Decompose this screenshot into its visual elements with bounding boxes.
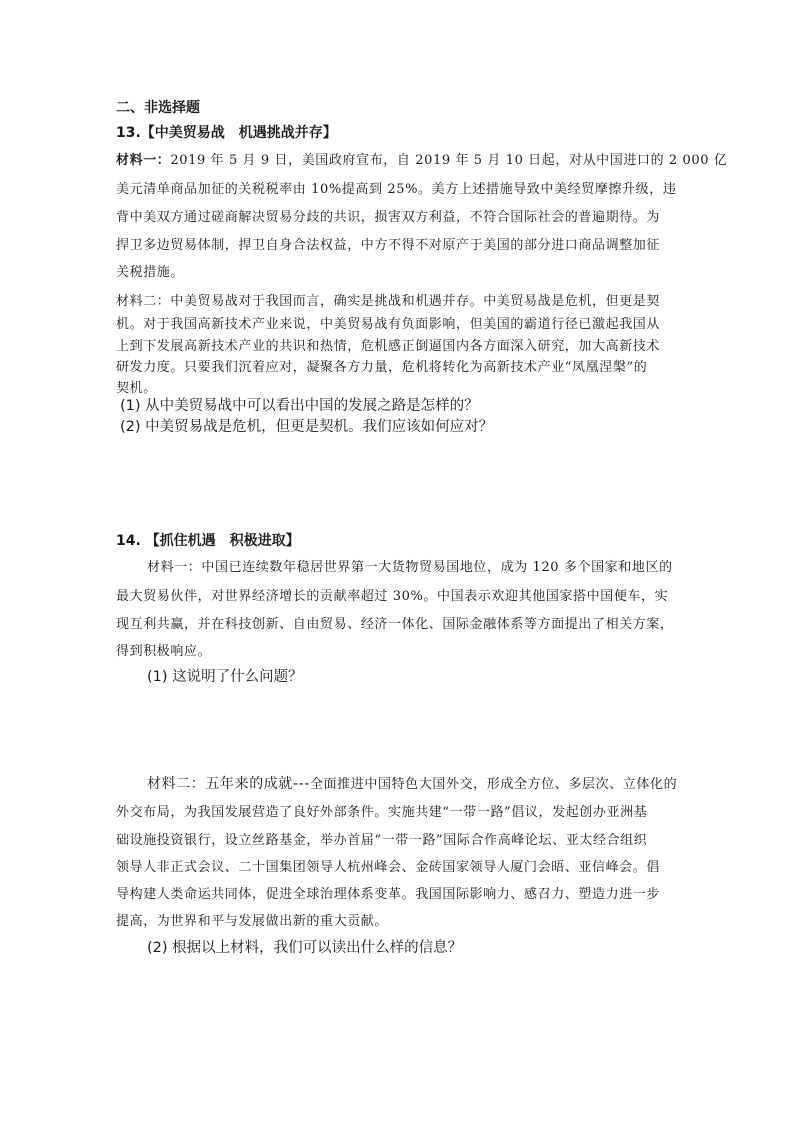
q14-material1-line-3: 现互利共赢，并在科技创新、自由贸易、经济一体化、国际金融体系等方面提出了相关方案， bbox=[116, 617, 674, 632]
q14-material1-line-1: 材料一：中国已连续数年稳居世界第一大货物贸易国地位，成为 120 多个国家和地区的 bbox=[147, 560, 673, 575]
q13-material1-text: 2019 年 5 月 9 日，美国政府宣布，自 2019 年 5 月 10 日起，对从中国进口的 2 000 亿 bbox=[170, 153, 728, 168]
q14-material1-line-2: 最大贸易伙伴，对世界经济增长的贡献率超过 30%。中国表示欢迎其他国家搭中国便车，实 bbox=[116, 589, 669, 604]
q13-material1-line-2: 美元清单商品加征的关税税率由 10%提高到 25%。美方上述措施导致中美经贸摩擦升级，违 bbox=[116, 182, 677, 197]
q14-question-2: (2) 根据以上材料，我们可以读出什么样的信息？ bbox=[147, 940, 463, 956]
q14-material2-line-3: 础设施投资银行，设立丝路基金，举办首届“一带一路”国际合作高峰论坛、亚太经合组织 bbox=[116, 833, 648, 848]
q13-question-1: (1) 从中美贸易战中可以看出中国的发展之路是怎样的？ bbox=[120, 398, 479, 414]
q13-heading: 13.【中美贸易战 机遇挑战并存】 bbox=[116, 125, 337, 141]
q13-material2-line-2: 机。对于我国高新技术产业来说，中美贸易战有负面影响，但美国的霸道行径已激起我国从 bbox=[116, 317, 661, 332]
q14-material2-line-4: 领导人非正式会议、二十国集团领导人杭州峰会、金砖国家领导人厦门会晤、亚信峰会。倡 bbox=[116, 860, 661, 875]
q13-material2-line-4: 研发力度。只要我们沉着应对，凝聚各方力量，危机将转化为高新技术产业“凤凰涅槃”的 bbox=[116, 360, 648, 375]
q13-material2-line-1: 材料二：中美贸易战对于我国而言，确实是挑战和机遇并存。中美贸易战是危机，但更是契 bbox=[116, 294, 661, 309]
q14-material1-line-4: 得到积极响应。 bbox=[116, 644, 212, 659]
q13-question-2: (2) 中美贸易战是危机，但更是契机。我们应该如何应对？ bbox=[120, 419, 494, 435]
q13-material1-line-3: 背中美双方通过磋商解决贸易分歧的共识，损害双方利益，不符合国际社会的普遍期待。为 bbox=[116, 210, 661, 225]
q13-material2-line-5: 契机。 bbox=[116, 381, 157, 396]
q14-question-1: (1) 这说明了什么问题？ bbox=[147, 669, 303, 685]
q13-material1-line-1 bbox=[116, 154, 727, 167]
q14-heading: 14. 【抓住机遇 积极进取】 bbox=[116, 533, 300, 549]
q14-material2-line-1 bbox=[147, 777, 677, 791]
q14-material2-line-2: 外交布局，为我国发展营造了良好外部条件。实施共建“一带一路”倡议，发起创办亚洲基 bbox=[116, 805, 648, 820]
q14-material2-line-5: 导构建人类命运共同体，促进全球治理体系变革。我国国际影响力、感召力、塑造力进一步 bbox=[116, 887, 661, 902]
q14-material2-line-6: 提高，为世界和平与发展做出新的重大贡献。 bbox=[116, 914, 389, 929]
section-title: 二、非选择题 bbox=[116, 100, 200, 116]
q14-material2-label: 材料二：五年来的成就--- bbox=[147, 776, 310, 792]
q13-material1-label: 材料一： bbox=[116, 153, 171, 168]
q13-material1-line-5: 关税措施。 bbox=[116, 265, 185, 280]
q13-material1-line-4: 捍卫多边贸易体制，捍卫自身合法权益，中方不得不对原产于美国的部分进口商品调整加征 bbox=[116, 238, 661, 253]
q13-material2-line-3: 上到下发展高新技术产业的共识和热情，危机感正倒逼国内各方面深入研究，加大高新技术 bbox=[116, 339, 661, 354]
q14-material2-text: 全面推进中国特色大国外交，形成全方位、多层次、立体化的 bbox=[309, 777, 678, 792]
